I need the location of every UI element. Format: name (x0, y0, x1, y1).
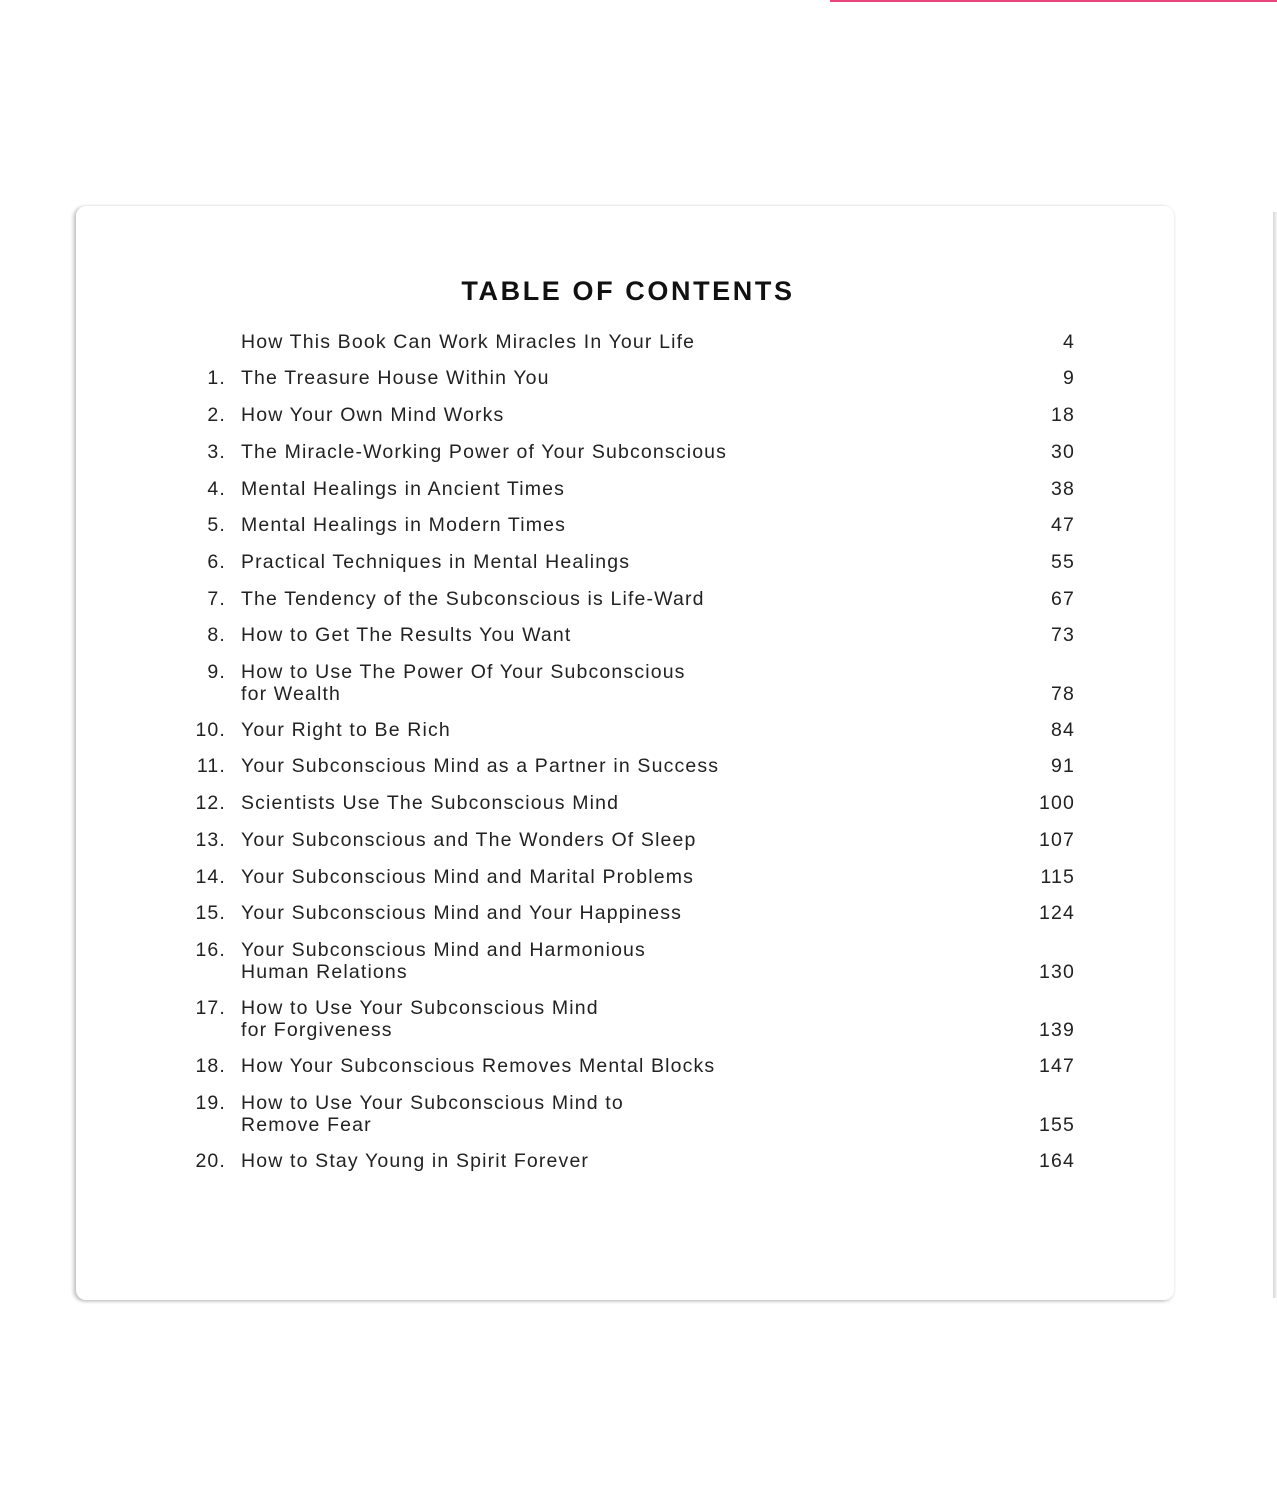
chapter-title: Remove Fear (241, 1114, 372, 1136)
chapter-number: 3. (207, 441, 226, 463)
chapter-number: 10. (195, 719, 226, 741)
chapter-title: How to Get The Results You Want (241, 624, 572, 646)
chapter-title: The Miracle-Working Power of Your Subconscious (241, 441, 728, 463)
page-number: 73 (1051, 624, 1075, 646)
page-number: 155 (1039, 1114, 1075, 1136)
chapter-number: 7. (207, 588, 226, 610)
page-number: 38 (1051, 478, 1075, 500)
chapter-number: 6. (207, 551, 226, 573)
chapter-number: 13. (195, 829, 226, 851)
page-number: 164 (1039, 1150, 1075, 1172)
chapter-title: How to Use Your Subconscious Mind (241, 997, 599, 1019)
page-number: 9 (1063, 367, 1075, 389)
chapter-title: How This Book Can Work Miracles In Your Life (241, 331, 696, 353)
chapter-number: 1. (207, 367, 226, 389)
chapter-number: 20. (195, 1150, 226, 1172)
chapter-title: The Tendency of the Subconscious is Life-Ward (241, 588, 705, 610)
chapter-title: How Your Subconscious Removes Mental Blocks (241, 1055, 716, 1077)
page-number: 91 (1051, 755, 1075, 777)
chapter-title: for Wealth (241, 683, 342, 705)
chapter-title: Practical Techniques in Mental Healings (241, 551, 631, 573)
chapter-title: Your Subconscious Mind and Harmonious (241, 939, 646, 961)
page-number: 47 (1051, 514, 1075, 536)
chapter-title: How to Use The Power Of Your Subconscious (241, 661, 686, 683)
page-number: 55 (1051, 551, 1075, 573)
chapter-number: 11. (196, 755, 226, 777)
chapter-number: 2. (207, 404, 226, 426)
chapter-title: How to Stay Young in Spirit Forever (241, 1150, 590, 1172)
page-number: 107 (1039, 829, 1075, 851)
chapter-number: 18. (195, 1055, 226, 1077)
chapter-title: Scientists Use The Subconscious Mind (241, 792, 620, 814)
page-number: 100 (1039, 792, 1075, 814)
chapter-title: How to Use Your Subconscious Mind to (241, 1092, 624, 1114)
chapter-title: Your Right to Be Rich (241, 719, 451, 741)
chapter-title: Your Subconscious Mind and Marital Problems (241, 866, 695, 888)
page-number: 78 (1051, 683, 1075, 705)
chapter-title: Your Subconscious Mind as a Partner in Success (241, 755, 720, 777)
chapter-number: 5. (207, 514, 226, 536)
chapter-title: for Forgiveness (241, 1019, 393, 1041)
chapter-title: Your Subconscious and The Wonders Of Sleep (241, 829, 697, 851)
chapter-number: 9. (207, 661, 226, 683)
page-number: 18 (1051, 404, 1075, 426)
chapter-title: Your Subconscious Mind and Your Happiness (241, 902, 683, 924)
chapter-title: Mental Healings in Modern Times (241, 514, 567, 536)
chapter-title: Human Relations (241, 961, 408, 983)
chapter-number: 8. (207, 624, 226, 646)
chapter-title: How Your Own Mind Works (241, 404, 505, 426)
page-number: 67 (1051, 588, 1075, 610)
page-number: 4 (1063, 331, 1075, 353)
chapter-number: 4. (207, 478, 226, 500)
chapter-title: The Treasure House Within You (241, 367, 550, 389)
top-accent-bar (830, 0, 1277, 2)
chapter-number: 17. (195, 997, 226, 1019)
chapter-number: 19. (195, 1092, 226, 1114)
next-page-edge (1273, 212, 1277, 1298)
chapter-number: 14. (195, 866, 226, 888)
page-number: 139 (1039, 1019, 1075, 1041)
page-title: TABLE OF CONTENTS (461, 276, 795, 306)
page-number: 124 (1039, 902, 1075, 924)
chapter-number: 12. (195, 792, 226, 814)
chapter-number: 16. (195, 939, 226, 961)
page-number: 115 (1040, 866, 1075, 888)
page-number: 84 (1051, 719, 1075, 741)
page-number: 30 (1051, 441, 1075, 463)
page-number: 147 (1039, 1055, 1075, 1077)
chapter-number: 15. (195, 902, 226, 924)
page-number: 130 (1039, 961, 1075, 983)
chapter-title: Mental Healings in Ancient Times (241, 478, 566, 500)
